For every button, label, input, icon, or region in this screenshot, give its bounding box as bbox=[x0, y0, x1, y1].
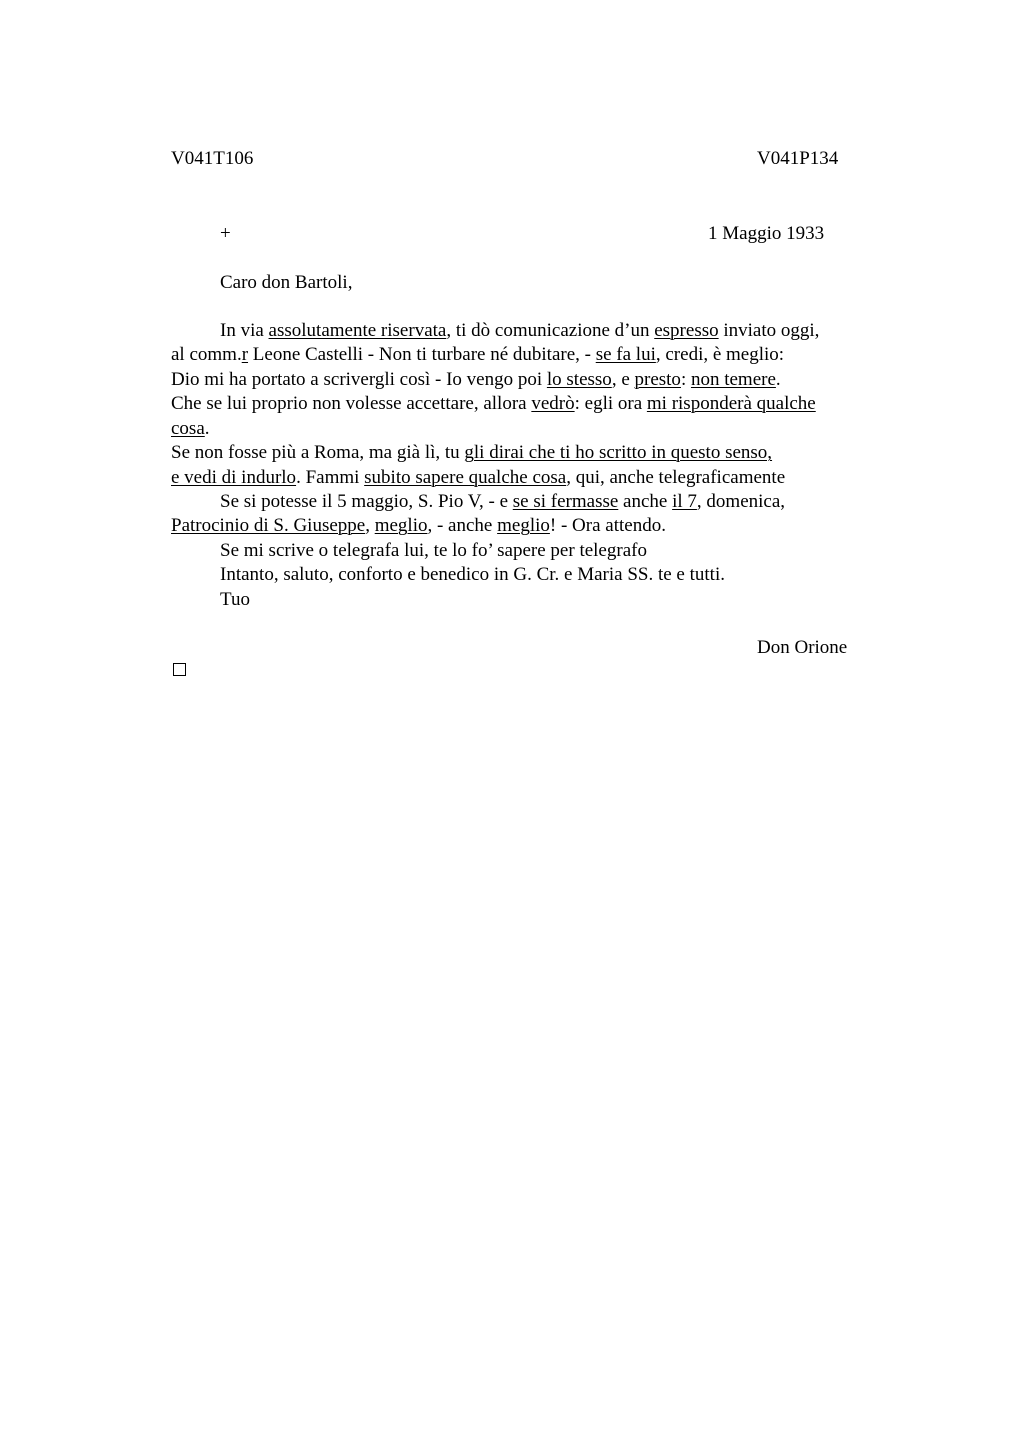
underlined-text: assolutamente riservata bbox=[268, 320, 447, 341]
text-segment: Se non fosse più a Roma, ma già lì, tu bbox=[171, 442, 465, 463]
underlined-text: presto bbox=[634, 369, 681, 390]
text-segment: Intanto, saluto, conforto e benedico in G. Cr. e Maria SS. te e tutti. bbox=[220, 564, 725, 585]
text-segment: . bbox=[204, 418, 210, 439]
underlined-text: vedrò bbox=[531, 393, 575, 414]
cross-mark: + bbox=[220, 223, 231, 244]
text-segment: anche bbox=[618, 491, 673, 512]
underlined-text: cosa bbox=[171, 418, 205, 439]
text-segment: . Fammi bbox=[296, 467, 365, 488]
body-line bbox=[171, 443, 772, 462]
underlined-text: se fa lui bbox=[595, 344, 656, 365]
body-line bbox=[171, 370, 781, 389]
text-segment: In via bbox=[220, 320, 269, 341]
body-line bbox=[220, 590, 250, 609]
text-segment: Dio mi ha portato a scrivergli così - Io vengo poi bbox=[171, 369, 547, 390]
text-segment: Se mi scrive o telegrafa lui, te lo fo’ sapere per telegrafo bbox=[220, 540, 647, 561]
text-segment: ! - Ora attendo. bbox=[549, 515, 666, 536]
text-segment: , ti dò comunicazione d’un bbox=[446, 320, 655, 341]
underlined-text: se si fermasse bbox=[512, 491, 619, 512]
underlined-text: espresso bbox=[654, 320, 719, 341]
text-segment: , e bbox=[611, 369, 635, 390]
underlined-text: non temere bbox=[690, 369, 776, 390]
text-segment: , domenica, bbox=[696, 491, 786, 512]
text-segment: Se si potesse il 5 maggio, S. Pio V, - e bbox=[220, 491, 513, 512]
text-segment: al comm. bbox=[171, 344, 242, 365]
underlined-text: meglio bbox=[374, 515, 428, 536]
header-right-code: V041P134 bbox=[757, 148, 839, 169]
underlined-text: lo stesso bbox=[546, 369, 612, 390]
salutation: Caro don Bartoli, bbox=[220, 272, 353, 293]
text-segment: : bbox=[680, 369, 691, 390]
underlined-text: il 7 bbox=[672, 491, 697, 512]
body-line bbox=[171, 345, 784, 364]
underlined-text: Patrocinio di S. Giuseppe bbox=[171, 515, 366, 536]
body-line bbox=[171, 419, 210, 438]
letter-date: 1 Maggio 1933 bbox=[708, 223, 825, 244]
text-segment: inviato oggi, bbox=[718, 320, 820, 341]
text-segment: , - anche bbox=[427, 515, 498, 536]
body-line bbox=[220, 565, 725, 584]
header-left-code: V041T106 bbox=[171, 148, 254, 169]
body-line bbox=[220, 492, 785, 511]
body-line bbox=[220, 541, 647, 560]
text-segment: Tuo bbox=[220, 589, 250, 610]
body-line bbox=[171, 394, 816, 413]
underlined-text: mi risponderà qualche bbox=[646, 393, 816, 414]
text-segment: , bbox=[365, 515, 375, 536]
body-line bbox=[171, 468, 785, 487]
signature: Don Orione bbox=[757, 637, 848, 658]
underlined-text: subito sapere qualche cosa bbox=[364, 467, 567, 488]
text-segment: Leone Castelli - Non ti turbare né dubitare, - bbox=[248, 344, 596, 365]
underlined-text: e vedi di indurlo bbox=[171, 467, 297, 488]
underlined-text: meglio bbox=[497, 515, 550, 536]
text-segment: Che se lui proprio non volesse accettare, allora bbox=[171, 393, 532, 414]
body-line bbox=[171, 516, 666, 535]
underlined-text: r bbox=[241, 344, 249, 365]
text-segment: : egli ora bbox=[574, 393, 647, 414]
underlined-text: gli dirai che ti ho scritto in questo senso, bbox=[464, 442, 773, 463]
text-segment: , qui, anche telegraficamente bbox=[566, 467, 786, 488]
end-square-icon bbox=[173, 663, 186, 676]
text-segment: . bbox=[775, 369, 781, 390]
body-line bbox=[220, 321, 819, 340]
text-segment: , credi, è meglio: bbox=[655, 344, 785, 365]
